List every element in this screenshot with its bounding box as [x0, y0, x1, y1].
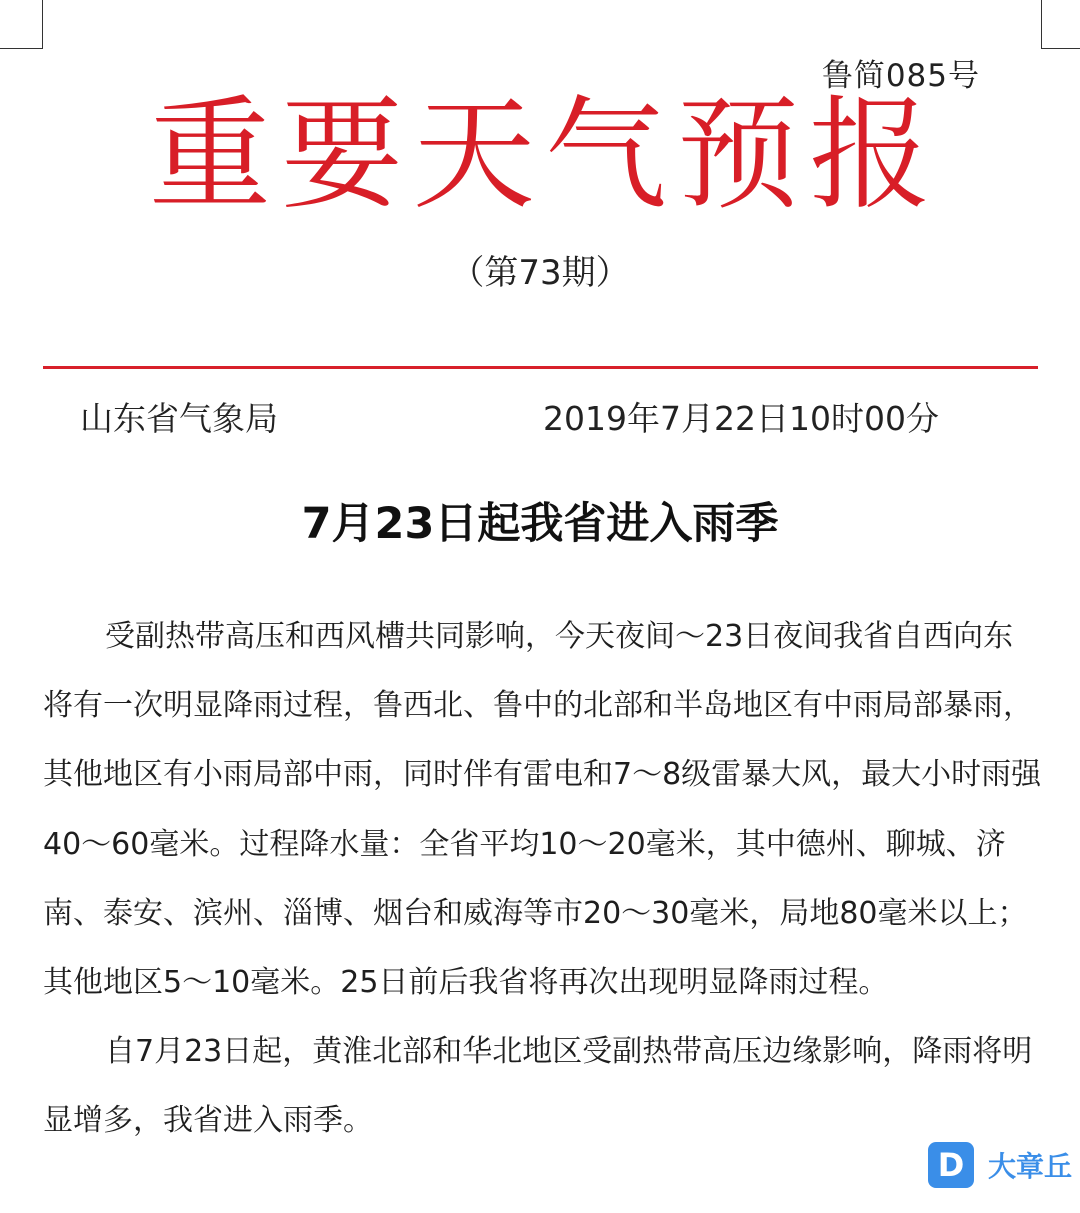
- document-title: 重要天气预报: [149, 84, 941, 226]
- crop-mark-top-left: [0, 0, 43, 49]
- headline: 7月23日起我省进入雨季: [301, 499, 779, 549]
- watermark: [928, 1142, 1072, 1188]
- document-number: 鲁简085号: [821, 58, 980, 94]
- watermark-text: 大章丘: [987, 1150, 1072, 1183]
- watermark-logo-icon: D: [928, 1142, 974, 1188]
- issue-datetime: 2019年7月22日10时00分: [543, 399, 939, 438]
- issuer: 山东省气象局: [80, 399, 278, 438]
- issue-number: （第73期）: [450, 253, 630, 293]
- paragraph-2: 自7月23日起，黄淮北部和华北地区受副热带高压边缘影响，降雨将明显增多，我省进入雨季。: [43, 1034, 1033, 1139]
- forecast-body: [43, 602, 1043, 1156]
- paragraph-1: 受副热带高压和西风槽共同影响，今天夜间～23日夜间我省自西向东将有一次明显降雨过程，鲁西北、鲁中的北部和半岛地区有中雨局部暴雨，其他地区有小雨局部中雨，同时伴有雷电和7～8级雷暴大风，最大小时雨强40～60毫米。过程降水量：全省平均10～20毫米，其中德州、聊城、济南、泰安、滨州、淄博、烟台和威海等市20～30毫米，局地80毫米以上；其他地区5～10毫米。25日前后我省将再次出现明显降雨过程。: [43, 619, 1042, 1001]
- crop-mark-top-right: [1041, 0, 1080, 49]
- red-divider: [43, 366, 1038, 369]
